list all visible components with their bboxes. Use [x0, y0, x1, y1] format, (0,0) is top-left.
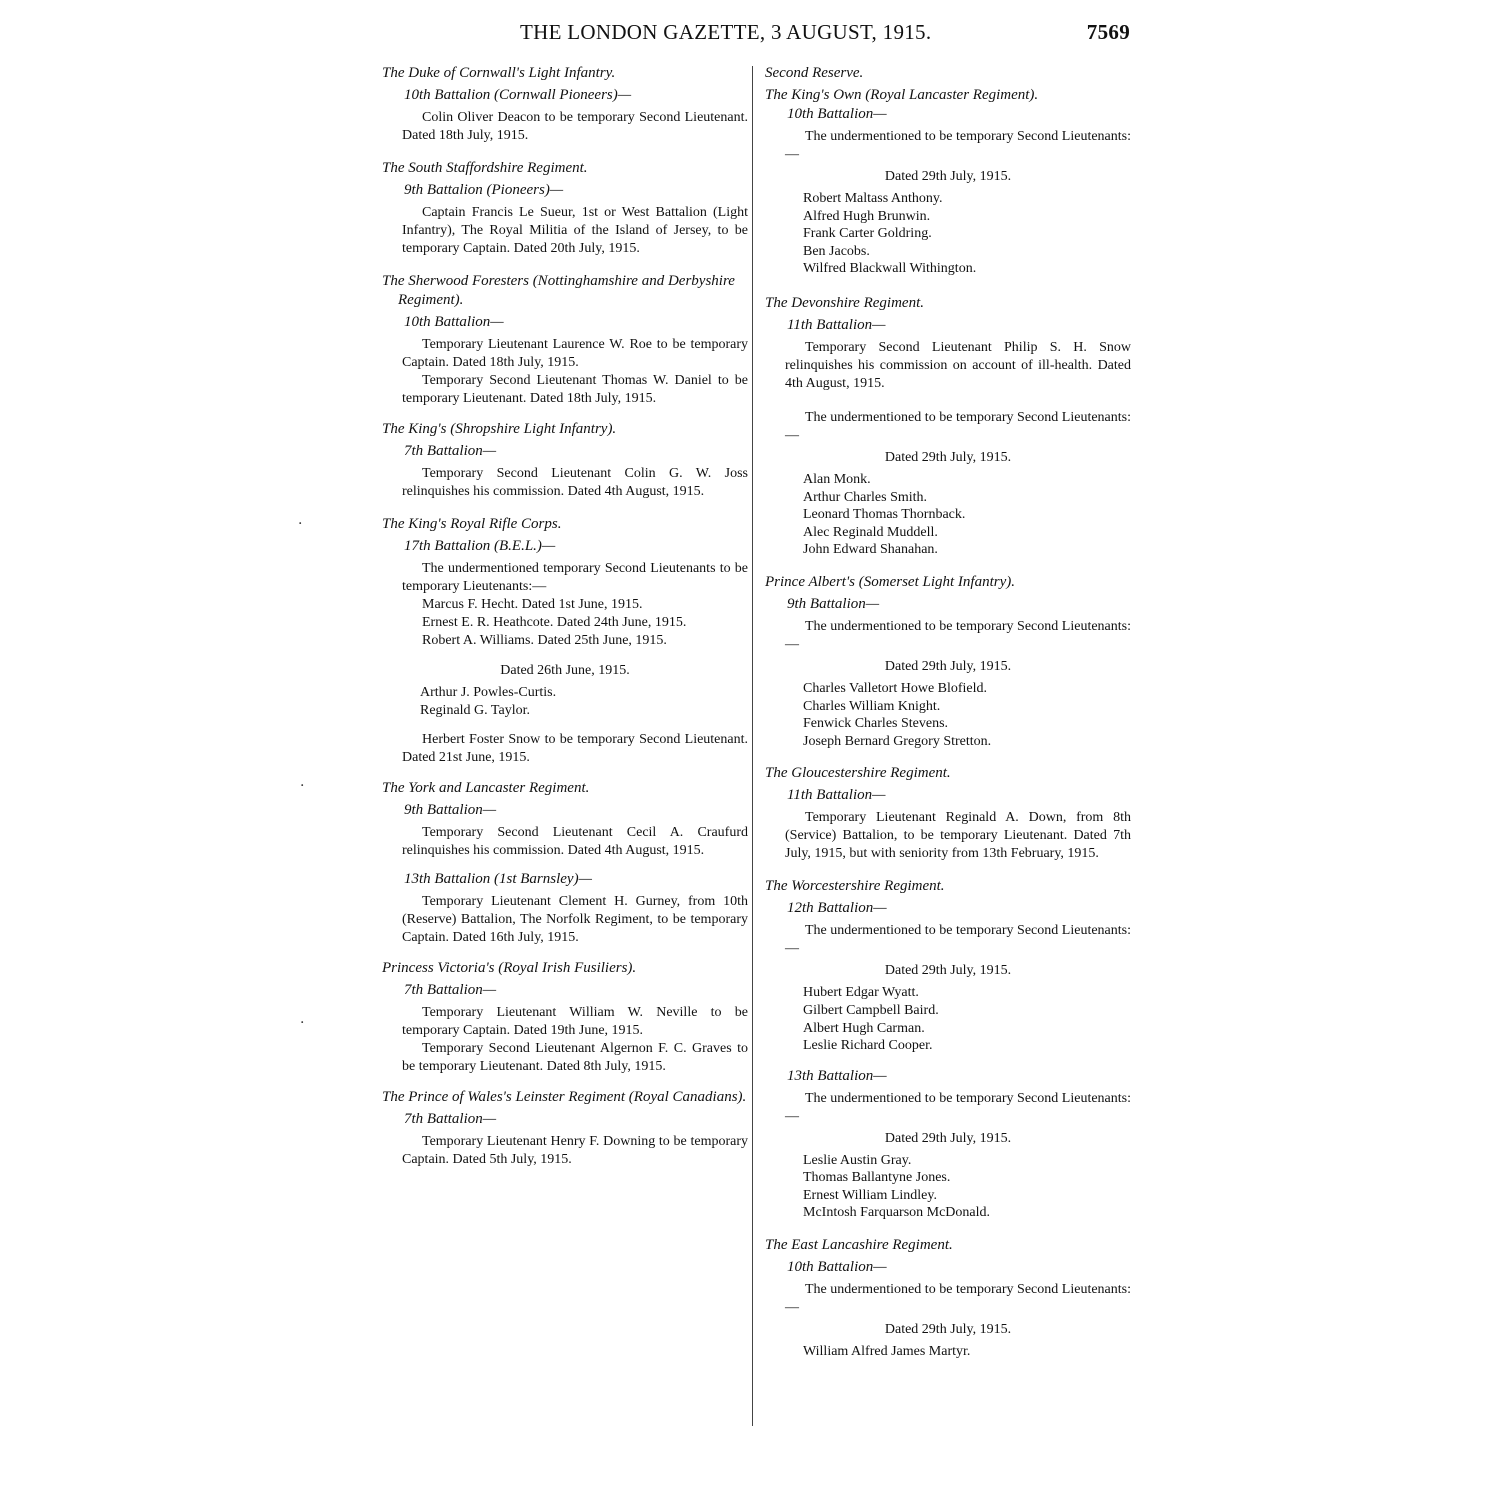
battalion-heading: 7th Battalion—: [404, 982, 497, 999]
regiment-heading: Prince Albert's (Somerset Light Infantry).: [765, 573, 1015, 590]
notice-text: Temporary Second Lieutenant Philip S. H. Snow relinquishes his commission on account of ill-health. Dated 4th August, 1915.: [785, 339, 1131, 391]
column-divider: [752, 66, 753, 1426]
officer-name: Thomas Ballantyne Jones.: [803, 1170, 951, 1186]
officer-name: Reginald G. Taylor.: [420, 702, 530, 718]
dated-line: Dated 29th July, 1915.: [884, 169, 1012, 184]
regiment-heading: The South Staffordshire Regiment.: [382, 160, 588, 176]
notice-text: The undermentioned to be temporary Second Lieutenants:—: [785, 409, 1131, 443]
notice-text: Temporary Lieutenant Henry F. Downing to be temporary Captain. Dated 5th July, 1915.: [402, 1134, 748, 1168]
dated-line: Dated 29th July, 1915.: [884, 449, 1012, 465]
regiment-heading: The East Lancashire Regiment.: [765, 1237, 953, 1254]
officer-name: Charles William Knight.: [803, 698, 941, 714]
officer-name: Leslie Richard Cooper.: [803, 1038, 933, 1054]
battalion-heading: 10th Battalion—: [787, 1259, 887, 1276]
notice-text: Temporary Lieutenant Reginald A. Down, from 8th (Service) Battalion, to be temporary Lieutenant. Dated 7th July, 1915, but with seniority from 13th February, 1915.: [785, 810, 1131, 862]
regiment-heading: The Devonshire Regiment.: [765, 294, 924, 311]
officer-name: Frank Carter Goldring.: [803, 226, 932, 242]
notice-text: The undermentioned temporary Second Lieutenants to be temporary Lieutenants:—: [402, 561, 748, 594]
officer-name: Arthur Charles Smith.: [803, 489, 928, 505]
officer-name: Hubert Edgar Wyatt.: [803, 985, 919, 1001]
notice-text: Temporary Lieutenant Laurence W. Roe to be temporary Captain. Dated 18th July, 1915.: [402, 337, 748, 370]
notice-text: Temporary Second Lieutenant Colin G. W. Joss relinquishes his commission. Dated 4th August, 1915.: [402, 466, 748, 499]
battalion-heading: 9th Battalion (Pioneers)—: [404, 182, 564, 198]
notice-text: Captain Francis Le Sueur, 1st or West Battalion (Light Infantry), The Royal Militia of the Island of Jersey, to be temporary Captain. Dated 20th July, 1915.: [402, 205, 748, 256]
dated-line: Dated 29th July, 1915.: [884, 963, 1012, 979]
notice-text: Temporary Second Lieutenant Algernon F. C. Graves to be temporary Lieutenant. Dated 8th July, 1915.: [402, 1041, 748, 1075]
officer-name: Alan Monk.: [803, 471, 871, 487]
officer-name: Alfred Hugh Brunwin.: [803, 208, 931, 224]
battalion-heading: 10th Battalion—: [404, 314, 504, 330]
officer-name: Albert Hugh Carman.: [803, 1020, 925, 1036]
battalion-heading: 11th Battalion—: [787, 316, 886, 333]
officer-name: Leonard Thomas Thornback.: [803, 507, 966, 523]
regiment-heading: Second Reserve.: [765, 65, 864, 81]
officer-name: John Edward Shanahan.: [803, 542, 938, 558]
regiment-heading: The Prince of Wales's Leinster Regiment (Royal Canadians).: [382, 1089, 747, 1106]
page-number: 7569: [1086, 20, 1130, 44]
officer-name: Charles Valletort Howe Blofield.: [803, 680, 988, 696]
notice-text: Temporary Second Lieutenant Thomas W. Daniel to be temporary Lieutenant. Dated 18th July, 1915.: [402, 373, 748, 406]
regiment-heading: The York and Lancaster Regiment.: [382, 780, 590, 797]
regiment-heading: The Worcestershire Regiment.: [765, 878, 945, 895]
officer-name: Alec Reginald Muddell.: [803, 524, 938, 540]
officer-name: Ernest William Lindley.: [803, 1187, 937, 1203]
left-column: [382, 64, 748, 1169]
officer-name: Arthur J. Powles-Curtis.: [420, 685, 557, 700]
officer-name: Leslie Austin Gray.: [803, 1152, 912, 1168]
page-header: [520, 20, 1130, 46]
gazette-title: THE LONDON GAZETTE, 3 AUGUST, 1915.: [520, 20, 932, 44]
regiment-heading: The Sherwood Foresters (Nottinghamshire and Derbyshire Regiment).: [382, 273, 735, 308]
notice-text: Marcus F. Hecht. Dated 1st June, 1915.: [422, 597, 643, 612]
officer-name: Robert Maltass Anthony.: [803, 191, 943, 206]
notice-text: The undermentioned to be temporary Second Lieutenants:—: [785, 129, 1131, 162]
officer-name: Gilbert Campbell Baird.: [803, 1002, 939, 1018]
notice-text: The undermentioned to be temporary Second Lieutenants:—: [785, 1282, 1131, 1316]
regiment-heading: The Gloucestershire Regiment.: [765, 765, 951, 782]
notice-text: The undermentioned to be temporary Second Lieutenants:—: [785, 1090, 1131, 1124]
battalion-heading: 10th Battalion (Cornwall Pioneers)—: [404, 87, 632, 103]
notice-text: Temporary Second Lieutenant Cecil A. Craufurd relinquishes his commission. Dated 4th August, 1915.: [402, 825, 748, 859]
officer-name: Fenwick Charles Stevens.: [803, 716, 949, 732]
battalion-heading: 9th Battalion—: [404, 802, 497, 819]
dated-line: Dated 29th July, 1915.: [884, 1322, 1012, 1338]
notice-text: The undermentioned to be temporary Second Lieutenants:—: [785, 618, 1131, 652]
notice-text: Herbert Foster Snow to be temporary Second Lieutenant. Dated 21st June, 1915.: [402, 732, 748, 766]
officer-name: Wilfred Blackwall Withington.: [803, 261, 977, 277]
officer-name: William Alfred James Martyr.: [803, 1344, 971, 1360]
battalion-heading: 13th Battalion—: [787, 1067, 887, 1084]
battalion-heading: 7th Battalion—: [404, 1111, 497, 1128]
battalion-heading: 10th Battalion—: [787, 106, 887, 122]
dated-line: Dated 29th July, 1915.: [884, 1130, 1012, 1146]
print-speck: ·: [300, 778, 305, 794]
notice-text: Colin Oliver Deacon to be temporary Second Lieutenant. Dated 18th July, 1915.: [402, 110, 748, 143]
dated-line: Dated 26th June, 1915.: [500, 663, 630, 678]
regiment-heading: The Duke of Cornwall's Light Infantry.: [382, 65, 616, 81]
battalion-heading: 11th Battalion—: [787, 787, 886, 804]
battalion-heading: 12th Battalion—: [787, 900, 887, 917]
battalion-heading: 13th Battalion (1st Barnsley)—: [404, 871, 592, 888]
officer-name: McIntosh Farquarson McDonald.: [803, 1205, 991, 1221]
officer-name: Joseph Bernard Gregory Stretton.: [803, 733, 992, 749]
battalion-heading: 7th Battalion—: [404, 443, 497, 459]
battalion-heading: 9th Battalion—: [787, 595, 880, 612]
notice-text: Ernest E. R. Heathcote. Dated 24th June, 1915.: [422, 615, 687, 630]
officer-name: Ben Jacobs.: [803, 243, 870, 259]
notice-text: The undermentioned to be temporary Second Lieutenants:—: [785, 923, 1131, 957]
regiment-heading: The King's Royal Rifle Corps.: [382, 516, 562, 532]
regiment-heading: The King's Own (Royal Lancaster Regiment).: [765, 87, 1039, 103]
right-column: [765, 64, 1131, 1361]
regiment-heading: Princess Victoria's (Royal Irish Fusiliers).: [382, 960, 637, 977]
notice-text: Temporary Lieutenant William W. Neville to be temporary Captain. Dated 19th June, 1915.: [402, 1005, 748, 1039]
notice-text: Robert A. Williams. Dated 25th June, 1915.: [422, 633, 667, 648]
battalion-heading: 17th Battalion (B.E.L.)—: [404, 538, 556, 554]
print-speck: ·: [298, 516, 303, 532]
regiment-heading: The King's (Shropshire Light Infantry).: [382, 421, 617, 437]
print-speck: ·: [300, 1015, 305, 1031]
notice-text: Temporary Lieutenant Clement H. Gurney, from 10th (Reserve) Battalion, The Norfolk Regiment, to be temporary Captain. Dated 16th July, 1915.: [402, 894, 748, 946]
dated-line: Dated 29th July, 1915.: [884, 658, 1012, 674]
